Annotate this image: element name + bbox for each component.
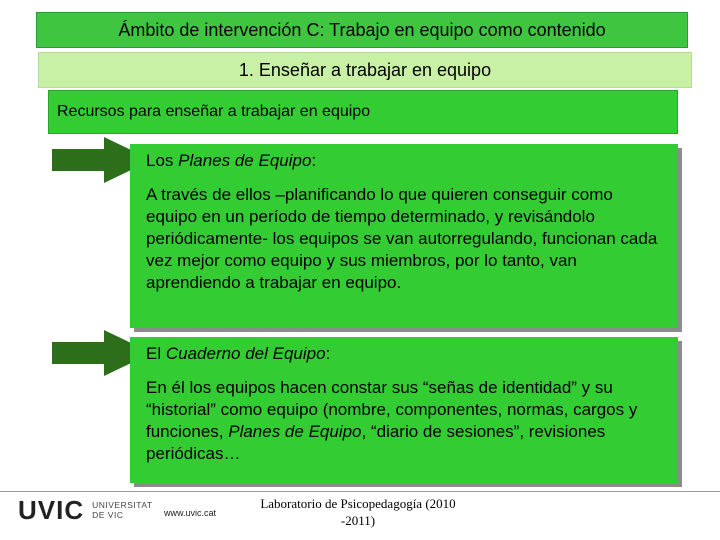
- card-title-suffix: :: [325, 344, 331, 363]
- card-title: [146, 150, 668, 172]
- card-title-prefix: Los: [146, 151, 179, 170]
- card-title-italic: Planes de Equipo: [178, 151, 312, 170]
- footer-divider: [0, 491, 720, 492]
- slide-title: Ámbito de intervención C: Trabajo en equipo como contenido: [36, 12, 688, 48]
- lab-credit: [258, 495, 458, 529]
- slide-subtitle: 1. Enseñar a trabajar en equipo: [38, 52, 692, 88]
- section-heading: Recursos para enseñar a trabajar en equipo: [48, 90, 678, 134]
- card-body-part2: , “diario de sesiones”, revisiones periódicas…: [146, 422, 606, 463]
- website-url[interactable]: www.uvic.cat: [164, 508, 217, 518]
- card-body: [146, 377, 668, 465]
- lab-line-2: -2011): [340, 513, 376, 528]
- logo-line-2: DE VIC: [92, 510, 124, 520]
- resource-card-planes: [130, 144, 678, 328]
- card-body: A través de ellos –planificando lo que quieren conseguir como equipo en un período de tiempo determinado, y revisándolo periódicamente- los equipos se van autorregulando, funcionan cada vez mejor como equipo y sus miembros, por lo tanto, van aprendiendo a trabajar en equipo.: [146, 185, 658, 292]
- card-title: [146, 343, 668, 365]
- card-title-prefix: El: [146, 344, 166, 363]
- resource-card-cuaderno: [130, 337, 678, 483]
- logo-mark: UVIC: [18, 494, 85, 525]
- lab-line-1: Laboratorio de Psicopedagogía (2010: [260, 496, 456, 511]
- logo-text: [92, 500, 152, 520]
- card-title-italic: Cuaderno del Equipo: [165, 344, 326, 363]
- card-body-part1: En él los equipos hacen constar sus “señas de identidad” y su “historial” como equipo (nombre, componentes, normas, cargos y funciones,: [146, 378, 638, 441]
- uvic-logo: [18, 496, 153, 524]
- card-body-italic: Planes de Equipo: [228, 422, 362, 441]
- logo-line-1: UNIVERSITAT: [92, 500, 153, 510]
- card-title-suffix: :: [311, 151, 317, 170]
